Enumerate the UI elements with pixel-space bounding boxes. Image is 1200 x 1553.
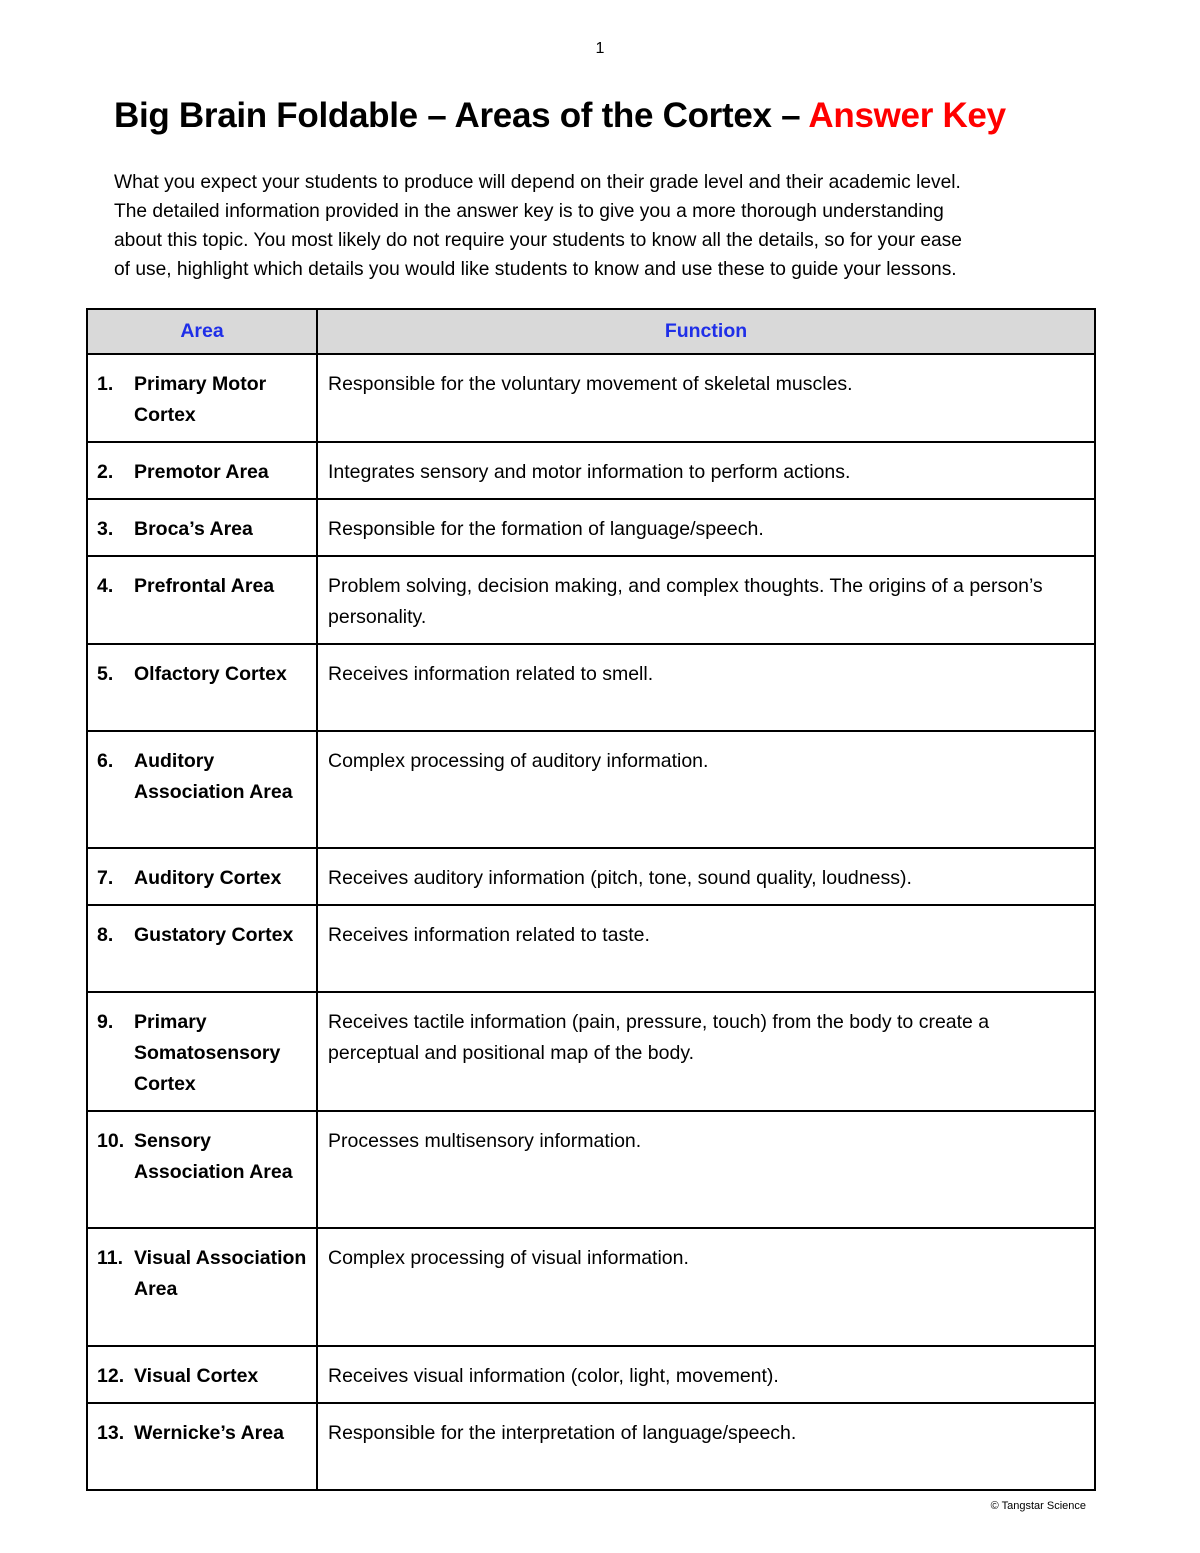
area-cell <box>87 905 317 992</box>
function-text: Complex processing of visual information. <box>328 1247 689 1269</box>
area-name: Wernicke’s Area <box>134 1422 284 1444</box>
area-number: 7. <box>97 867 114 889</box>
function-cell <box>317 644 1095 731</box>
table-row <box>87 731 1095 848</box>
area-name: Sensory Association Area <box>134 1130 293 1183</box>
function-cell <box>317 499 1095 556</box>
area-name: Premotor Area <box>134 461 269 483</box>
area-name: Primary Somatosensory Cortex <box>134 1011 281 1095</box>
area-name: Olfactory Cortex <box>134 663 287 685</box>
area-name: Prefrontal Area <box>134 575 275 597</box>
function-text: Complex processing of auditory information. <box>328 750 709 772</box>
area-cell <box>87 499 317 556</box>
function-cell <box>317 1111 1095 1228</box>
area-cell <box>87 992 317 1111</box>
area-number: 13. <box>97 1422 125 1444</box>
table-row <box>87 992 1095 1111</box>
area-name: Primary Motor Cortex <box>134 373 267 426</box>
function-cell <box>317 992 1095 1111</box>
area-cell <box>87 1346 317 1403</box>
table-row <box>87 354 1095 442</box>
function-text: Responsible for the voluntary movement of skeletal muscles. <box>328 373 853 395</box>
function-cell <box>317 1228 1095 1346</box>
intro-line: The detailed information provided in the answer key is to give you a more thorough understanding <box>114 201 944 222</box>
area-number: 12. <box>97 1365 125 1387</box>
area-name: Auditory Association Area <box>134 750 293 803</box>
table-row <box>87 1346 1095 1403</box>
intro-line: What you expect your students to produce will depend on their grade level and their academic level. <box>114 172 961 193</box>
table-row <box>87 644 1095 731</box>
area-number: 11. <box>97 1247 124 1269</box>
function-text: Integrates sensory and motor information to perform actions. <box>328 461 851 483</box>
function-text: Responsible for the formation of language/speech. <box>328 518 764 540</box>
function-cell <box>317 1346 1095 1403</box>
area-name: Broca’s Area <box>134 518 253 540</box>
area-number: 9. <box>97 1011 114 1033</box>
table-row <box>87 848 1095 905</box>
area-cell <box>87 644 317 731</box>
function-cell <box>317 354 1095 442</box>
function-text: Receives auditory information (pitch, tone, sound quality, loudness). <box>328 867 912 889</box>
function-text: Problem solving, decision making, and complex thoughts. The origins of a person’s personality. <box>328 575 1043 628</box>
page-number: 1 <box>595 40 605 57</box>
area-cell <box>87 1228 317 1346</box>
function-cell <box>317 1403 1095 1490</box>
intro-line: of use, highlight which details you would like students to know and use these to guide your lessons. <box>114 259 957 280</box>
function-cell <box>317 442 1095 499</box>
area-cell <box>87 848 317 905</box>
title-highlight: Answer Key <box>808 96 1006 135</box>
area-name: Gustatory Cortex <box>134 924 294 946</box>
function-cell <box>317 556 1095 644</box>
table-row <box>87 442 1095 499</box>
header-area: Area <box>87 309 317 354</box>
function-text: Receives information related to smell. <box>328 663 654 685</box>
function-text: Processes multisensory information. <box>328 1130 642 1152</box>
area-cell <box>87 1403 317 1490</box>
function-text: Receives visual information (color, light, movement). <box>328 1365 779 1387</box>
function-text: Receives information related to taste. <box>328 924 650 946</box>
function-text: Responsible for the interpretation of language/speech. <box>328 1422 797 1444</box>
area-name: Visual Association Area <box>134 1247 307 1300</box>
area-number: 5. <box>97 663 114 685</box>
cortex-areas-table <box>86 308 1096 1491</box>
copyright-footer: © Tangstar Science <box>990 1500 1086 1512</box>
area-name: Visual Cortex <box>134 1365 259 1387</box>
area-number: 8. <box>97 924 114 946</box>
intro-line: about this topic. You most likely do not require your students to know all the details, so for your ease <box>114 230 962 251</box>
area-name: Auditory Cortex <box>134 867 282 889</box>
area-number: 3. <box>97 518 114 540</box>
area-cell <box>87 442 317 499</box>
area-cell <box>87 1111 317 1228</box>
function-cell <box>317 848 1095 905</box>
area-cell <box>87 354 317 442</box>
table-header-row <box>87 309 1095 354</box>
intro-paragraph <box>114 168 1099 284</box>
table-row <box>87 1111 1095 1228</box>
table-row <box>87 499 1095 556</box>
function-text: Receives tactile information (pain, pressure, touch) from the body to create a perceptual and positional map of the body. <box>328 1011 990 1064</box>
area-number: 4. <box>97 575 114 597</box>
table-row <box>87 556 1095 644</box>
area-number: 2. <box>97 461 114 483</box>
area-number: 6. <box>97 750 114 772</box>
area-number: 1. <box>97 373 114 395</box>
page-title <box>114 96 1114 136</box>
header-function: Function <box>317 309 1095 354</box>
function-cell <box>317 905 1095 992</box>
table-row <box>87 905 1095 992</box>
area-cell <box>87 556 317 644</box>
table-row <box>87 1403 1095 1490</box>
title-main: Big Brain Foldable – Areas of the Cortex – <box>114 96 809 135</box>
function-cell <box>317 731 1095 848</box>
table-row <box>87 1228 1095 1346</box>
area-cell <box>87 731 317 848</box>
area-number: 10. <box>97 1130 125 1152</box>
